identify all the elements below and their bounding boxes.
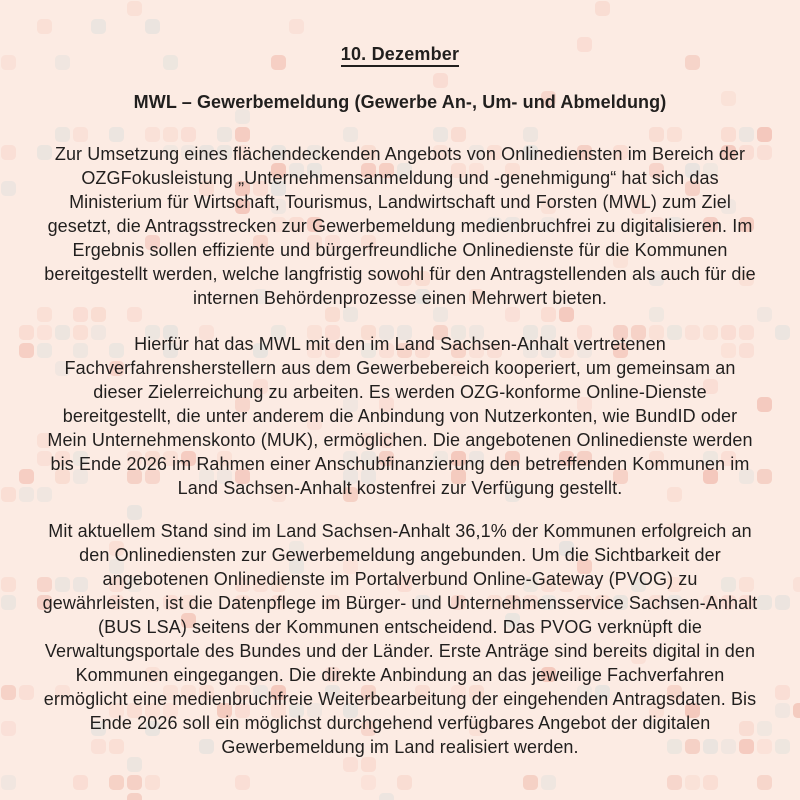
paragraph-status: Mit aktuellem Stand sind im Land Sachsen-Anhalt 36,1% der Kommunen erfolgreich an den Onlinediensten zur Gewerbemeldung angebunden. Um die Sichtbarkeit der angebotenen Onlinedienste im Portalverbund Online-Gateway (PVOG) zu gewährleisten, ist die Datenpflege im Bürger- und Unternehmensservice Sachsen-Anhalt (BUS LSA) seitens der Kommunen entscheidend. Das PVOG verknüpft die Verwaltungsportale des Bundes und der Länder. Erste Anträge sind bereits digital in den Kommunen eingegangen. Die direkte Anbindung an das jeweilige Fachverfahren ermöglicht eine medienbruchfreie Weiterbearbeitung der eingehenden Antragsdaten. Bis Ende 2026 soll ein möglichst durchgehend verfügbares Angebot der digitalen Gewerbemeldung im Land realisiert werden. (42, 521, 758, 757)
pattern-square (541, 775, 556, 790)
pattern-square (109, 775, 124, 790)
pattern-square (361, 757, 376, 772)
pattern-square (235, 775, 250, 790)
pattern-square (361, 775, 376, 790)
date-heading (42, 44, 758, 65)
pattern-square (667, 775, 682, 790)
pattern-square (523, 775, 538, 790)
pattern-square (145, 775, 160, 790)
paragraph-goal: Zur Umsetzung eines flächendeckenden Angebots von Onlinediensten im Bereich der OZGFokusleistung „Unternehmensanmeldung und -genehmigung“ hat sich das Ministerium für Wirtschaft, Tourismus, Landwirtschaft und Forsten (MWL) zum Ziel gesetzt, die Antragsstrecken zur Gewerbemeldung medienbruchfrei zu digitalisieren. Im Ergebnis sollen effiziente und bürgerfreundliche Onlinedienste für die Kommunen bereitgestellt werden, welche langfristig sowohl für den Antragstellenden als auch für die internen Behördenprozesse einen Mehrwert bieten. (44, 144, 756, 308)
pattern-square (1, 775, 16, 790)
pattern-square (127, 775, 142, 790)
paragraph-cooperation: Hierfür hat das MWL mit den im Land Sachsen-Anhalt vertretenen Fachverfahrensherstellern aus dem Gewerbebereich kooperiert, um gemeinsam an dieser Zielerreichung zu arbeiten. Es werden OZG-konforme Online-Dienste bereitgestellt, die unter anderem die Anbindung von Nutzerkonten, wie BundID oder Mein Unternehmenskonto (MUK), ermöglichen. Die angebotenen Onlinedienste werden bis Ende 2026 im Rahmen einer Anschubfinanzierung den betreffenden Kommunen im Land Sachsen-Anhalt kostenfrei zur Verfügung gestellt. (47, 334, 753, 498)
date-heading-text: 10. Dezember (341, 44, 459, 67)
pattern-square (127, 793, 142, 800)
pattern-square (397, 775, 412, 790)
pattern-square (703, 775, 718, 790)
pattern-square (757, 775, 772, 790)
pattern-square (343, 757, 358, 772)
pattern-square (73, 775, 88, 790)
pattern-square (379, 793, 394, 800)
pattern-square (127, 757, 142, 772)
pattern-square (685, 775, 700, 790)
page-title: MWL – Gewerbemeldung (Gewerbe An-, Um- und Abmeldung) (133, 92, 667, 112)
